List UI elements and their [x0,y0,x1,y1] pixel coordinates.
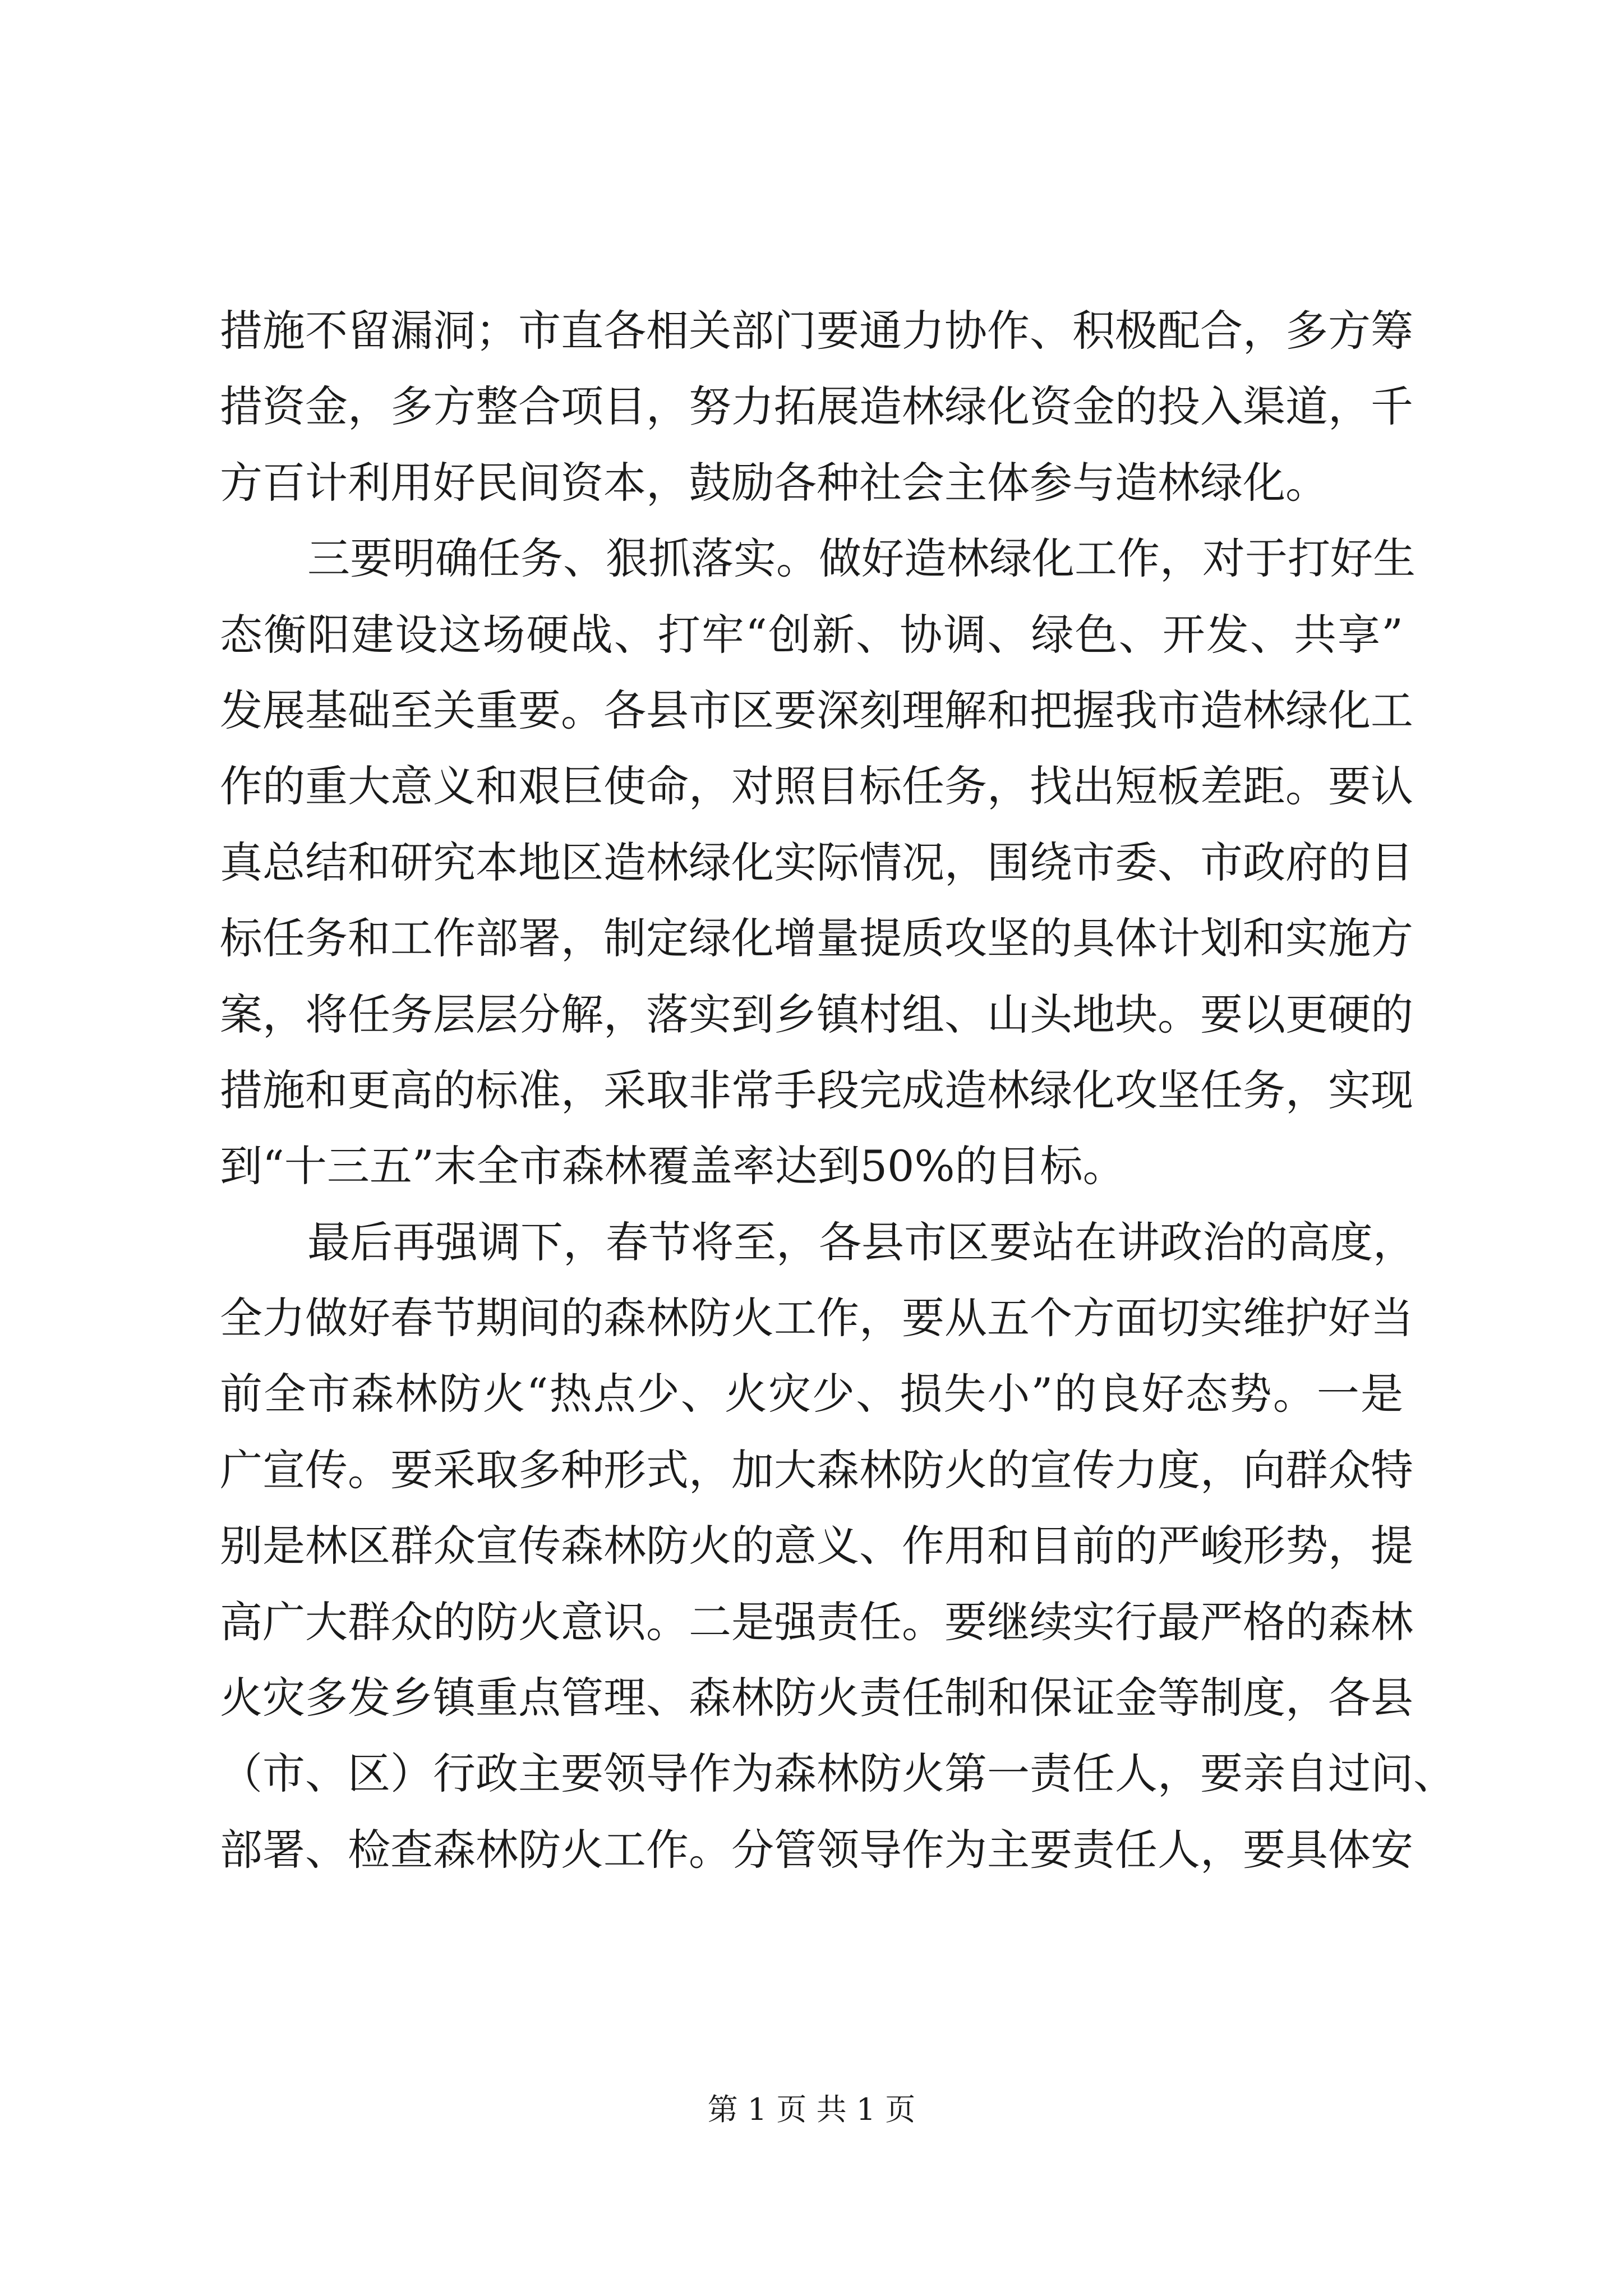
text-line: 全力做好春节期间的森林防火工作，要从五个方面切实维护好当 [220,1293,1413,1343]
text-line: 标任务和工作部署，制定绿化增量提质攻坚的具体计划和实施方 [220,913,1413,964]
text-line: 发展基础至关重要。各县市区要深刻理解和把握我市造林绿化工 [220,685,1413,735]
text-line: 措施和更高的标准，采取非常手段完成造林绿化攻坚任务，实现 [220,1065,1413,1115]
text-line: 三要明确任务、狠抓落实。做好造林绿化工作，对于打好生 [307,533,1415,584]
text-line: 作的重大意义和艰巨使命，对照目标任务，找出短板差距。要认 [220,761,1413,812]
text-line: 别是林区群众宣传森林防火的意义、作用和目前的严峻形势，提 [220,1521,1413,1571]
text-line: （市、区）行政主要领导作为森林防火第一责任人，要亲自过问、 [220,1749,1456,1799]
text-line: 案，将任务层层分解，落实到乡镇村组、山头地块。要以更硬的 [220,989,1413,1039]
text-line: 措资金，多方整合项目，努力拓展造林绿化资金的投入渠道，千 [220,381,1413,432]
page-number-label: 第 1 页 共 1 页 [707,2092,916,2127]
text-line: 最后再强调下，春节将至，各县市区要站在讲政治的高度， [307,1217,1415,1267]
text-line: 态衡阳建设这场硬战、打牢“创新、协调、绿色、开发、共享” [220,609,1403,660]
document-body [220,293,1456,1888]
text-line: 方百计利用好民间资本，鼓励各种社会主体参与造林绿化。 [220,457,1328,508]
text-line: 措施不留漏洞；市直各相关部门要通力协作、积极配合，多方筹 [220,306,1413,356]
page-footer [0,2086,1623,2129]
text-line: 真总结和研究本地区造林绿化实际情况，围绕市委、市政府的目 [220,837,1413,887]
text-line: 高广大群众的防火意识。二是强责任。要继续实行最严格的森林 [220,1596,1413,1647]
text-line: 部署、检查森林防火工作。分管领导作为主要责任人，要具体安 [220,1824,1413,1875]
text-line: 前全市森林防火“热点少、火灾少、损失小”的良好态势。一是 [220,1369,1403,1419]
text-line: 到“十三五”末全市森林覆盖率达到50%的目标。 [220,1141,1126,1191]
text-line: 火灾多发乡镇重点管理、森林防火责任制和保证金等制度，各县 [220,1673,1413,1723]
text-line: 广宣传。要采取多种形式，加大森林防火的宣传力度，向群众特 [220,1444,1413,1495]
